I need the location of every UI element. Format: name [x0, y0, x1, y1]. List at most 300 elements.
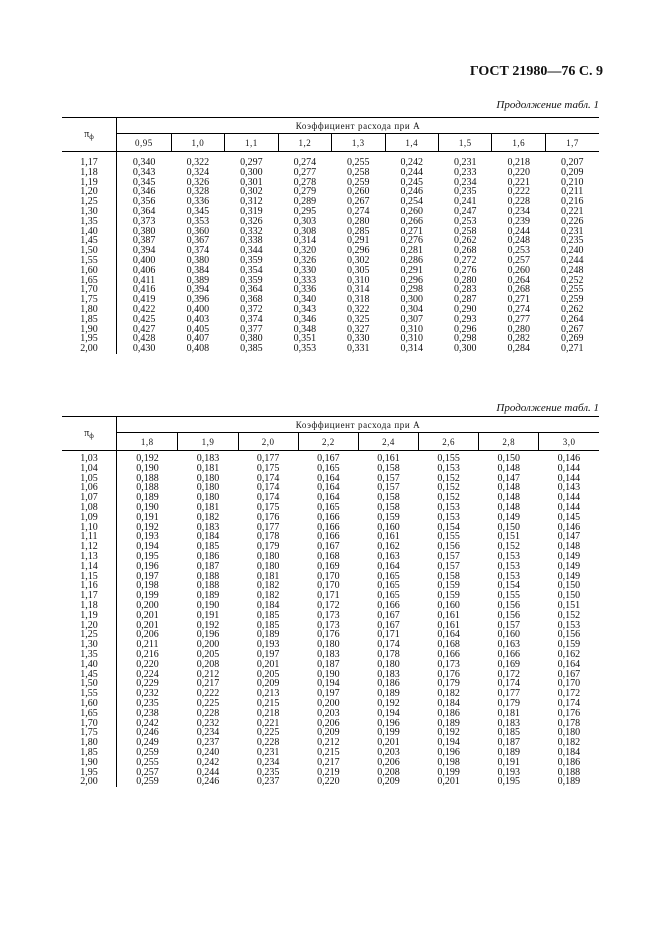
table-cell: 0,203 — [317, 707, 340, 719]
table-cell: 0,213 — [256, 688, 280, 700]
table-cell: 0,195 — [497, 776, 520, 788]
table-cell: 0,217 — [196, 678, 220, 690]
table-cell: 0,166 — [377, 599, 400, 611]
pi-value-cell: 1,09 — [62, 513, 117, 523]
table-cell: 0,242 — [400, 157, 424, 168]
table-cell: 0,167 — [377, 609, 400, 621]
table-cell: 0,274 — [347, 205, 370, 217]
table-cell: 0,201 — [437, 776, 460, 788]
table-cell: 0,305 — [347, 264, 370, 276]
table-cell: 0,184 — [437, 697, 460, 709]
table-cell: 0,360 — [186, 225, 210, 237]
table-cell: 0,155 — [497, 590, 520, 602]
table-cell: 0,427 — [132, 323, 156, 335]
table-cell: 0,289 — [293, 196, 317, 208]
table-cell: 0,190 — [317, 668, 340, 680]
pi-header — [62, 417, 117, 451]
table-cell: 0,281 — [400, 245, 424, 257]
table-cell: 0,186 — [377, 678, 400, 690]
table-cell: 0,161 — [437, 619, 460, 631]
table-cell: 0,164 — [317, 482, 340, 494]
table-cell: 0,220 — [317, 776, 340, 788]
table-cell: 0,189 — [497, 746, 520, 758]
table-cell: 0,166 — [317, 511, 340, 523]
table-cell: 0,149 — [557, 570, 581, 582]
table-cell: 0,348 — [293, 323, 317, 335]
table-cell: 0,262 — [453, 235, 477, 247]
table-cell: 0,170 — [317, 570, 340, 582]
table-cell: 0,165 — [317, 462, 340, 474]
table-row — [62, 152, 599, 168]
table-cell: 0,237 — [256, 776, 280, 788]
table-cell: 0,212 — [317, 737, 340, 749]
table-cell: 0,217 — [317, 756, 340, 768]
table-cell: 0,152 — [437, 472, 460, 484]
table-cell: 0,343 — [132, 166, 156, 178]
column-header: 1,8 — [117, 433, 178, 451]
table-cell: 0,205 — [256, 668, 280, 680]
table-cell: 0,296 — [453, 323, 477, 335]
table-cell: 0,157 — [497, 619, 520, 631]
table-cell: 0,160 — [497, 629, 520, 641]
table-cell: 0,198 — [136, 580, 159, 592]
table-cell: 0,297 — [240, 157, 263, 168]
table-cell: 0,304 — [400, 303, 424, 315]
table-cell: 0,346 — [132, 186, 156, 198]
table-cell: 0,302 — [347, 254, 370, 266]
table-cell: 0,171 — [317, 590, 340, 602]
table-cell: 0,153 — [437, 462, 460, 474]
table-cell: 0,148 — [497, 462, 520, 474]
table-cell: 0,224 — [136, 668, 159, 680]
table-cell: 0,244 — [560, 254, 584, 266]
table-cell: 0,307 — [400, 313, 424, 325]
table-cell: 0,173 — [317, 619, 340, 631]
table-cell: 0,430 — [132, 343, 156, 355]
pi-value-cell: 1,17 — [62, 152, 117, 168]
table-cell: 0,411 — [133, 274, 156, 286]
table-cell: 0,228 — [196, 707, 220, 719]
table-cell: 0,200 — [317, 697, 340, 709]
table-cell: 0,330 — [293, 264, 317, 276]
table-cell: 0,310 — [347, 274, 370, 286]
table-cell: 0,189 — [196, 590, 220, 602]
table-cell: 0,149 — [557, 550, 581, 562]
table-cell: 0,407 — [186, 333, 210, 345]
table-cell: 0,172 — [497, 668, 520, 680]
table-cell: 0,346 — [293, 313, 317, 325]
table-cell: 0,196 — [196, 629, 220, 641]
table-cell: 0,284 — [507, 343, 530, 355]
table-cell: 0,209 — [256, 678, 280, 690]
table-cell: 0,234 — [453, 176, 477, 188]
table-cell: 0,165 — [377, 580, 400, 592]
table-cell: 0,291 — [347, 235, 370, 247]
table-cell: 0,165 — [377, 590, 400, 602]
table-cell: 0,180 — [196, 492, 220, 504]
table-cell: 0,172 — [317, 599, 340, 611]
table-cell: 0,233 — [453, 166, 477, 178]
table-cell: 0,200 — [136, 599, 159, 611]
table-cell: 0,244 — [400, 166, 424, 178]
table-cell: 0,143 — [557, 482, 581, 494]
table-cell: 0,196 — [437, 746, 460, 758]
table-cell: 0,182 — [256, 590, 280, 602]
pi-value-cell: 1,20 — [62, 187, 117, 197]
table-cell: 0,215 — [256, 697, 280, 709]
table-cell: 0,221 — [560, 205, 584, 217]
pi-value-cell: 1,55 — [62, 689, 117, 699]
table-cell: 0,174 — [497, 678, 520, 690]
table-cell: 0,165 — [317, 501, 340, 513]
table-cell: 0,207 — [560, 157, 584, 168]
table-cell: 0,291 — [400, 264, 424, 276]
pi-value-cell: 1,85 — [62, 748, 117, 758]
table-cell: 0,246 — [400, 186, 424, 198]
table-cell: 0,186 — [196, 550, 220, 562]
table-cell: 0,192 — [136, 521, 159, 533]
column-header: 1,5 — [439, 134, 492, 152]
table-cell: 0,174 — [256, 482, 280, 494]
pi-value-cell: 1,35 — [62, 650, 117, 660]
table-cell: 0,262 — [560, 303, 584, 315]
pi-value-cell: 1,13 — [62, 552, 117, 562]
table-cell: 0,326 — [240, 215, 263, 227]
table-cell: 0,269 — [560, 333, 584, 345]
column-header: 2,0 — [238, 433, 298, 451]
table-cell: 0,232 — [136, 688, 159, 700]
table-cell: 0,374 — [186, 245, 210, 257]
table-cell: 0,264 — [507, 274, 530, 286]
table-cell: 0,336 — [293, 284, 317, 296]
table-cell: 0,173 — [317, 609, 340, 621]
table-cell: 0,148 — [497, 501, 520, 513]
table-cell: 0,177 — [256, 453, 280, 464]
pi-value-cell: 1,30 — [62, 207, 117, 217]
table-cell: 0,158 — [377, 462, 400, 474]
pi-value-cell: 1,14 — [62, 562, 117, 572]
table-cell: 0,254 — [400, 196, 424, 208]
table-cell: 0,231 — [453, 157, 477, 168]
table-cell: 0,278 — [293, 176, 317, 188]
table-cell: 0,164 — [437, 629, 460, 641]
column-header: 2,6 — [419, 433, 479, 451]
table-cell: 0,318 — [347, 294, 370, 306]
pi-value-cell: 1,40 — [62, 227, 117, 237]
table-cell: 0,201 — [136, 619, 159, 631]
pi-value-cell: 1,45 — [62, 670, 117, 680]
table-cell: 0,206 — [317, 717, 340, 729]
table-cell: 0,257 — [507, 254, 530, 266]
table-cell: 0,248 — [507, 235, 530, 247]
table-cell: 0,364 — [240, 284, 263, 296]
table-cell: 0,208 — [196, 658, 220, 670]
pi-value-cell: 1,45 — [62, 236, 117, 246]
table-cell: 0,166 — [317, 521, 340, 533]
pi-value-cell: 1,03 — [62, 451, 117, 464]
table-cell: 0,211 — [561, 186, 584, 198]
table-cell: 0,179 — [497, 697, 520, 709]
pi-value-cell: 1,60 — [62, 266, 117, 276]
pi-value-cell: 1,19 — [62, 178, 117, 188]
table-cell: 0,235 — [256, 766, 280, 778]
table-cell: 0,422 — [132, 303, 156, 315]
pi-value-cell: 1,25 — [62, 197, 117, 207]
table-cell: 0,266 — [400, 215, 424, 227]
table-row — [62, 451, 599, 464]
column-header: 3,0 — [539, 433, 599, 451]
table-cell: 0,343 — [293, 303, 317, 315]
table-cell: 0,188 — [196, 580, 220, 592]
table-cell: 0,169 — [317, 560, 340, 572]
table-cell: 0,231 — [256, 746, 280, 758]
table-cell: 0,167 — [317, 541, 340, 553]
table-cell: 0,255 — [347, 157, 370, 168]
pi-value-cell: 1,60 — [62, 699, 117, 709]
table-cell: 0,192 — [377, 697, 400, 709]
table-cell: 0,198 — [437, 756, 460, 768]
table-cell: 0,180 — [317, 639, 340, 651]
table-cell: 0,419 — [132, 294, 156, 306]
table-cell: 0,187 — [196, 560, 220, 572]
table-cell: 0,170 — [317, 580, 340, 592]
table-cell: 0,332 — [240, 225, 263, 237]
column-header: 1,2 — [278, 134, 331, 152]
pi-value-cell: 1,80 — [62, 305, 117, 315]
column-header: 1,3 — [332, 134, 385, 152]
table-cell: 0,280 — [453, 274, 477, 286]
table-cell: 0,232 — [196, 717, 220, 729]
table-cell: 0,314 — [293, 235, 317, 247]
table-cell: 0,271 — [507, 294, 530, 306]
table-cell: 0,308 — [293, 225, 317, 237]
table-cell: 0,178 — [256, 531, 280, 543]
pi-value-cell: 2,00 — [62, 344, 117, 354]
table-cell: 0,184 — [256, 599, 280, 611]
table-cell: 0,157 — [437, 560, 460, 572]
table-cell: 0,225 — [196, 697, 220, 709]
column-header: 2,8 — [479, 433, 539, 451]
pi-value-cell: 1,05 — [62, 474, 117, 484]
table-cell: 0,314 — [400, 343, 424, 355]
table-cell: 0,153 — [557, 619, 581, 631]
table-cell: 0,178 — [377, 648, 400, 660]
column-header: 2,2 — [298, 433, 358, 451]
table-cell: 0,221 — [256, 717, 280, 729]
table-cell: 0,174 — [256, 492, 280, 504]
table-cell: 0,160 — [377, 521, 400, 533]
table-cell: 0,267 — [347, 196, 370, 208]
table-cell: 0,380 — [186, 254, 210, 266]
table-cell: 0,290 — [453, 303, 477, 315]
table-cell: 0,164 — [377, 560, 400, 572]
table-cell: 0,195 — [136, 550, 159, 562]
table-cell: 0,298 — [400, 284, 424, 296]
table-cell: 0,161 — [377, 453, 400, 464]
table-cell: 0,389 — [186, 274, 210, 286]
table-cell: 0,220 — [507, 166, 530, 178]
column-header: 1,7 — [545, 134, 599, 152]
table-cell: 0,184 — [196, 531, 220, 543]
table-cell: 0,226 — [560, 215, 584, 227]
table-cell: 0,187 — [497, 737, 520, 749]
table-cell: 0,285 — [347, 225, 370, 237]
pi-value-cell: 1,06 — [62, 483, 117, 493]
table-cell: 0,322 — [186, 157, 210, 168]
table-cell: 0,396 — [186, 294, 210, 306]
table-cell: 0,192 — [437, 727, 460, 739]
table-cell: 0,210 — [560, 176, 584, 188]
table-cell: 0,247 — [453, 205, 477, 217]
table-cell: 0,148 — [557, 541, 581, 553]
table-cell: 0,280 — [347, 215, 370, 227]
table-cell: 0,151 — [497, 531, 520, 543]
table-cell: 0,189 — [136, 492, 159, 504]
table-cell: 0,153 — [497, 550, 520, 562]
table-cell: 0,235 — [560, 235, 584, 247]
column-header: 1,1 — [225, 134, 278, 152]
pi-value-cell: 1,25 — [62, 630, 117, 640]
table-cell: 0,242 — [196, 756, 220, 768]
pi-value-cell: 1,16 — [62, 581, 117, 591]
table-cell: 0,149 — [557, 560, 581, 572]
table-cell: 0,145 — [557, 511, 581, 523]
pi-value-cell: 1,08 — [62, 503, 117, 513]
table-cell: 0,246 — [136, 727, 159, 739]
table-cell: 0,220 — [136, 658, 159, 670]
table-cell: 0,259 — [347, 176, 370, 188]
table-cell: 0,274 — [293, 157, 317, 168]
table-cell: 0,377 — [240, 323, 263, 335]
pi-value-cell: 1,11 — [62, 532, 117, 542]
table-cell: 0,344 — [240, 245, 263, 257]
table1 — [62, 117, 599, 354]
table-cell: 0,238 — [136, 707, 159, 719]
table-cell: 0,185 — [256, 609, 280, 621]
table-cell: 0,356 — [132, 196, 156, 208]
table-cell: 0,206 — [136, 629, 159, 641]
table-cell: 0,406 — [132, 264, 156, 276]
table-cell: 0,267 — [560, 323, 584, 335]
table-cell: 0,298 — [453, 333, 477, 345]
table-cell: 0,167 — [317, 453, 340, 464]
table-cell: 0,221 — [507, 176, 530, 188]
table-cell: 0,403 — [186, 313, 210, 325]
table-cell: 0,345 — [132, 176, 156, 188]
table-cell: 0,353 — [293, 343, 317, 355]
table-cell: 0,326 — [293, 254, 317, 266]
table-cell: 0,154 — [497, 580, 520, 592]
pi-value-cell: 1,75 — [62, 295, 117, 305]
table-cell: 0,338 — [240, 235, 263, 247]
table-cell: 0,196 — [377, 717, 400, 729]
table-cell: 0,257 — [136, 766, 159, 778]
table-cell: 0,164 — [557, 658, 581, 670]
table-cell: 0,340 — [293, 294, 317, 306]
pi-value-cell: 1,30 — [62, 640, 117, 650]
column-header: 2,4 — [358, 433, 418, 451]
table-cell: 0,425 — [132, 313, 156, 325]
table-cell: 0,156 — [557, 629, 581, 641]
table-cell: 0,351 — [293, 333, 317, 345]
table-cell: 0,248 — [560, 264, 584, 276]
table-cell: 0,144 — [557, 462, 581, 474]
table-cell: 0,182 — [256, 580, 280, 592]
table-cell: 0,295 — [293, 205, 317, 217]
table-cell: 0,156 — [497, 599, 520, 611]
table-cell: 0,172 — [557, 688, 581, 700]
pi-symbol: π — [84, 128, 90, 140]
table-cell: 0,199 — [136, 590, 159, 602]
table-cell: 0,244 — [507, 225, 530, 237]
table-cell: 0,408 — [186, 343, 210, 355]
table-cell: 0,189 — [437, 717, 460, 729]
table-cell: 0,194 — [377, 707, 400, 719]
table-cell: 0,193 — [136, 531, 159, 543]
table-cell: 0,206 — [377, 756, 400, 768]
table-cell: 0,158 — [437, 570, 460, 582]
table-cell: 0,385 — [240, 343, 263, 355]
table-cell: 0,300 — [453, 343, 477, 355]
table-cell: 0,152 — [437, 482, 460, 494]
table-cell: 0,201 — [136, 609, 159, 621]
table-cell: 0,161 — [437, 609, 460, 621]
table-cell: 0,185 — [196, 541, 220, 553]
pi-value-cell: 1,85 — [62, 315, 117, 325]
table-cell: 0,188 — [557, 766, 581, 778]
table-cell: 0,189 — [256, 629, 280, 641]
table-cell: 0,394 — [186, 284, 210, 296]
table-cell: 0,193 — [497, 766, 520, 778]
table-cell: 0,244 — [196, 766, 220, 778]
table-cell: 0,258 — [453, 225, 477, 237]
table-cell: 0,157 — [377, 482, 400, 494]
pi-value-cell: 1,70 — [62, 719, 117, 729]
table-cell: 0,280 — [507, 323, 530, 335]
table-cell: 0,179 — [256, 541, 280, 553]
table-cell: 0,189 — [377, 688, 400, 700]
table-cell: 0,148 — [497, 492, 520, 504]
table-cell: 0,208 — [377, 766, 400, 778]
table-cell: 0,177 — [497, 688, 520, 700]
table-cell: 0,228 — [256, 737, 280, 749]
table-cell: 0,330 — [347, 333, 370, 345]
pi-value-cell: 1,40 — [62, 660, 117, 670]
table-cell: 0,147 — [557, 531, 581, 543]
table-cell: 0,164 — [317, 492, 340, 504]
table-cell: 0,163 — [377, 550, 400, 562]
table-cell: 0,186 — [557, 756, 581, 768]
table-cell: 0,191 — [196, 609, 220, 621]
table-cell: 0,225 — [256, 727, 280, 739]
table-cell: 0,239 — [507, 215, 530, 227]
table-cell: 0,148 — [497, 482, 520, 494]
table-cell: 0,367 — [186, 235, 210, 247]
table-cell: 0,240 — [560, 245, 584, 257]
table-cell: 0,353 — [186, 215, 210, 227]
table-cell: 0,222 — [507, 186, 530, 198]
table-cell: 0,222 — [196, 688, 220, 700]
table-cell: 0,194 — [437, 737, 460, 749]
table-cell: 0,368 — [240, 294, 263, 306]
table-cell: 0,189 — [557, 776, 581, 788]
table-cell: 0,162 — [377, 541, 400, 553]
table-cell: 0,153 — [437, 511, 460, 523]
table-cell: 0,150 — [497, 453, 520, 464]
table-cell: 0,240 — [196, 746, 220, 758]
table-cell: 0,405 — [186, 323, 210, 335]
table-cell: 0,157 — [377, 472, 400, 484]
